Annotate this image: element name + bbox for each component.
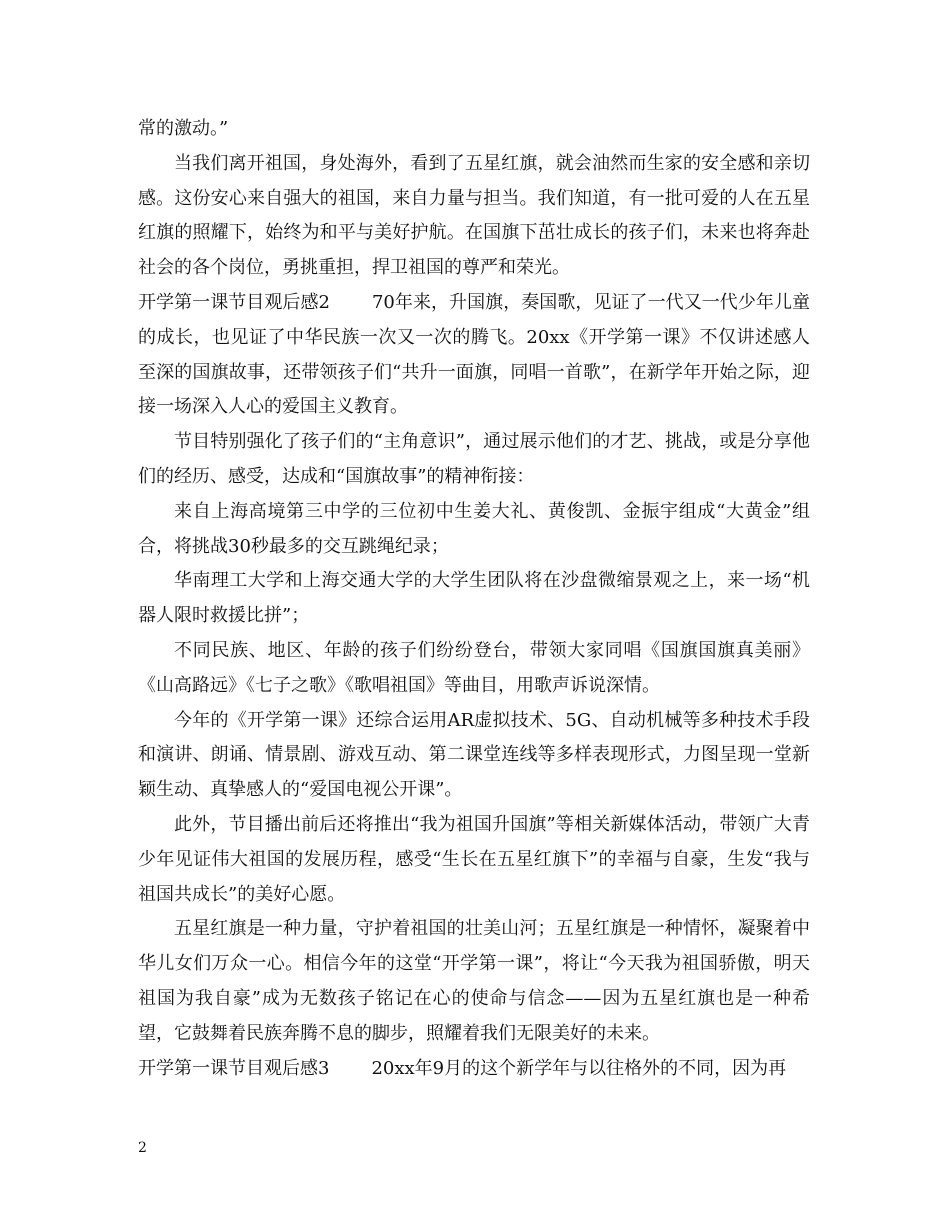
page-number: 2 — [138, 1140, 147, 1156]
paragraph-text: 70年来，升国旗，奏国歌，见证了一代又一代少年儿童的成长，也见证了中华民族一次又一次的腾飞。20xx《开学第一课》不仅讲述感人至深的国旗故事，还带领孩子们“共升一面旗，同唱一首歌”，在新学年开始之际，迎接一场深入人心的爱国主义教育。 — [138, 291, 810, 418]
section-paragraph — [138, 1052, 810, 1087]
paragraph-text: 此外，节目播出前后还将推出“我为祖国升国旗”等相关新媒体活动，带领广大青少年见证伟大祖国的发展历程，感受“生长在五星红旗下”的幸福与自豪，生发“我与祖国共成长”的美好心愿。 — [138, 813, 810, 905]
paragraph-text: 不同民族、地区、年龄的孩子们纷纷登台，带领大家同唱《国旗国旗真美丽》《山高路远》《七子之歌》《歌唱祖国》等曲目，用歌声诉说深情。 — [138, 639, 810, 696]
paragraph-text: 常的激动。” — [138, 118, 229, 139]
paragraph — [138, 704, 810, 808]
paragraph-text: 20xx年9月的这个新学年与以往格外的不同，因为再 — [371, 1057, 787, 1079]
section-heading: 开学第一课节目观后感2 — [138, 291, 330, 313]
section-paragraph — [138, 286, 810, 425]
paragraph-text: 当我们离开祖国，身处海外，看到了五星红旗，就会油然而生家的安全感和亲切感。这份安心来自强大的祖国，来自力量与担当。我们知道，有一批可爱的人在五星红旗的照耀下，始终为和平与美好护航。在国旗下茁壮成长的孩子们，未来也将奔赴社会的各个岗位，勇挑重担，捍卫祖国的尊严和荣光。 — [138, 152, 810, 279]
paragraph — [138, 634, 810, 704]
paragraph — [138, 495, 810, 565]
paragraph — [138, 425, 810, 495]
paragraph — [138, 147, 810, 286]
paragraph — [138, 808, 810, 912]
paragraph — [138, 112, 810, 147]
document-body — [138, 112, 810, 1086]
paragraph-text: 今年的《开学第一课》还综合运用AR虚拟技术、5G、自动机械等多种技术手段和演讲、朗诵、情景剧、游戏互动、第二课堂连线等多样表现形式，力图呈现一堂新颖生动、真挚感人的“爱国电视公开课”。 — [138, 709, 810, 801]
paragraph-text: 节目特别强化了孩子们的“主角意识”，通过展示他们的才艺、挑战，或是分享他们的经历、感受，达成和“国旗故事”的精神衔接： — [138, 431, 810, 487]
paragraph-text: 华南理工大学和上海交通大学的大学生团队将在沙盘微缩景观之上，来一场“机器人限时救援比拼”； — [138, 570, 810, 627]
paragraph-text: 来自上海高境第三中学的三位初中生姜大礼、黄俊凯、金振宇组成“大黄金”组合，将挑战30秒最多的交互跳绳纪录； — [138, 500, 810, 557]
paragraph — [138, 564, 810, 634]
paragraph-text: 五星红旗是一种力量，守护着祖国的壮美山河；五星红旗是一种情怀，凝聚着中华儿女们万众一心。相信今年的这堂“开学第一课”，将让“今天我为祖国骄傲，明天祖国为我自豪”成为无数孩子铭记在心的使命与信念——因为五星红旗也是一种希望，它鼓舞着民族奔腾不息的脚步，照耀着我们无限美好的未来。 — [138, 918, 810, 1044]
paragraph — [138, 912, 810, 1051]
section-heading: 开学第一课节目观后感3 — [138, 1057, 330, 1079]
